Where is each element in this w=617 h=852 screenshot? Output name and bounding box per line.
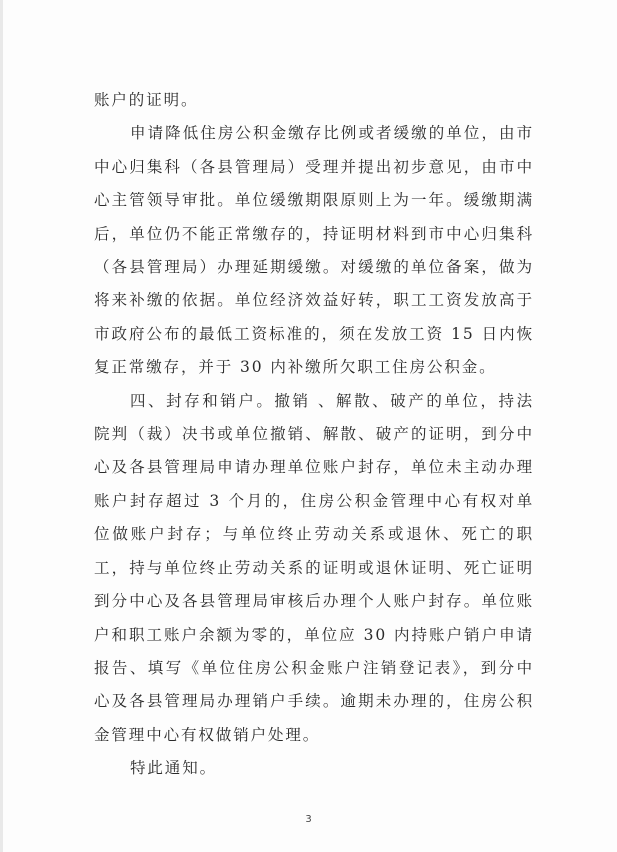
paragraph-closing-notice: 特此通知。	[130, 759, 218, 778]
document-body	[94, 84, 534, 786]
page-number: 3	[305, 814, 312, 825]
paragraph-sealing-and-closing: 四、封存和销户。撤销 、解散、破产的单位，持法院判（裁）决书或单位撤销、解散、破产的证明，到分中心及各县管理局申请办理单位账户封存，单位未主动办理账户封存超过 3 个月的，住房公积金管理中心有权对单位做账户封存；与单位终止劳动关系或退休、死亡的职工，持与单位终止劳动关系的证明或退休证明、死亡证明到分中心及各县管理局审核后办理个人账户封存。单位账户和职工账户余额为零的，单位应 30 内持账户销户申请报告、填写《单位住房公积金账户注销登记表》，到分中心及各县管理局办理销户手续。逾期未办理的，住房公积金管理中心有权做销户处理。	[94, 391, 534, 744]
paragraph-continuation: 账户的证明。	[94, 91, 199, 109]
page-edge-shadow	[0, 0, 3, 852]
paragraph-contribution-reduction: 申请降低住房公积金缴存比例或者缓缴的单位，由市中心归集科（各县管理局）受理并提出初步意见，由市中心主管领导审批。单位缓缴期限原则上为一年。缓缴期满后，单位仍不能正常缴存的，持证明材料到市中心归集科（各县管理局）办理延期缓缴。对缓缴的单位备案，做为将来补缴的依据。单位经济效益好转，职工工资发放高于市政府公布的最低工资标准的，须在发放工资 15 日内恢复正常缴存，并于 30 内补缴所欠职工住房公积金。	[94, 124, 534, 377]
